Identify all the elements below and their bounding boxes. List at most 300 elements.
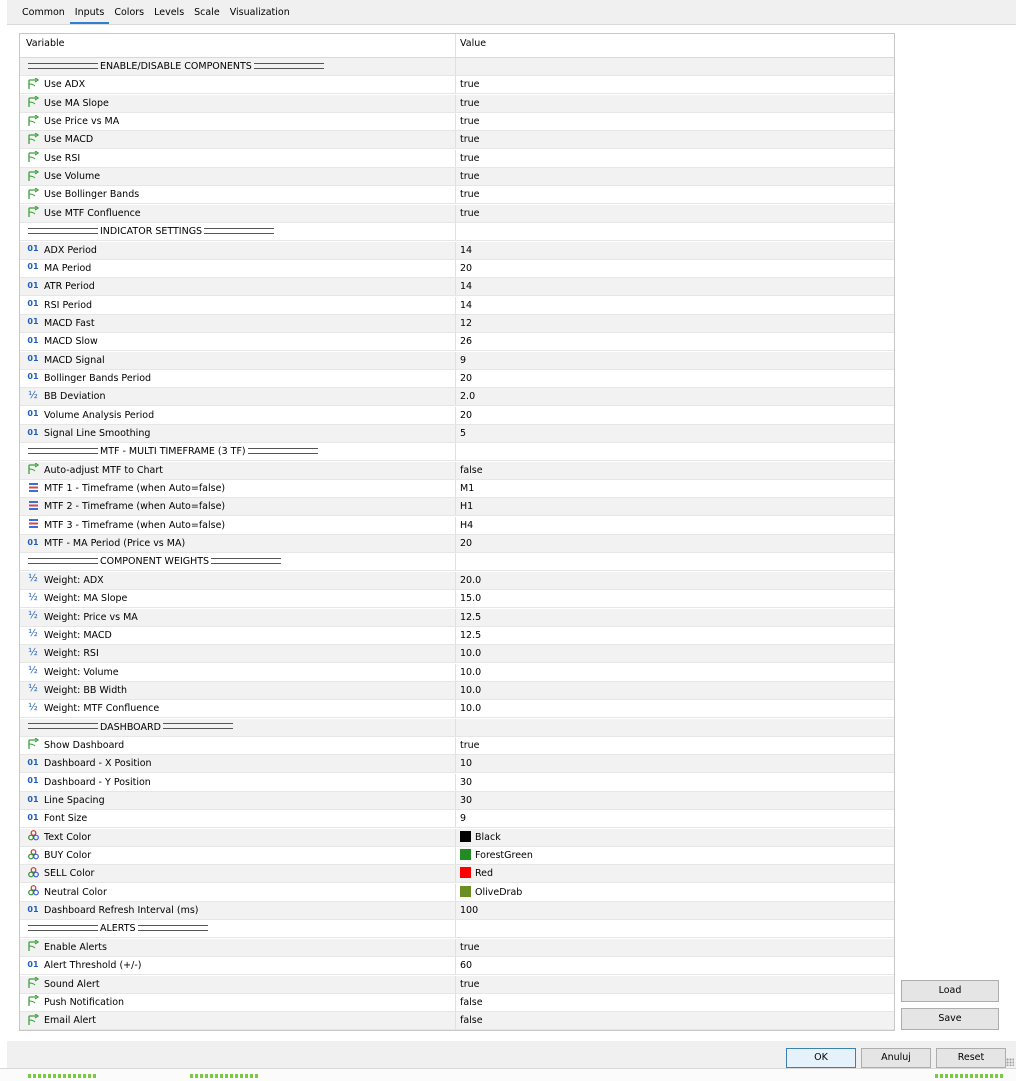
bool-arrow-icon: [26, 78, 40, 90]
input-row[interactable]: [20, 939, 894, 957]
value-cell[interactable]: [457, 572, 895, 589]
variable-label: MACD Fast: [44, 317, 95, 329]
value-text[interactable]: 14: [460, 244, 473, 256]
reset-button[interactable]: Reset: [936, 1048, 1006, 1068]
value-text[interactable]: 10: [460, 758, 473, 770]
value-text[interactable]: 30: [460, 795, 473, 806]
value-text[interactable]: true: [460, 207, 480, 219]
variable-label: Enable Alerts: [44, 941, 107, 953]
input-row[interactable]: [20, 333, 894, 351]
value-text[interactable]: 100: [460, 905, 479, 917]
bool-arrow-icon: [26, 115, 40, 127]
variable-label: MTF - MA Period (Price vs MA): [44, 538, 186, 550]
double-type-icon: ½: [28, 683, 38, 695]
value-cell[interactable]: [457, 994, 895, 1011]
variable-label: Dashboard Refresh Interval (ms): [44, 905, 199, 917]
input-row[interactable]: [20, 792, 894, 810]
value-cell[interactable]: [457, 388, 895, 405]
int-type-icon: 01: [27, 262, 39, 272]
value-cell[interactable]: [457, 664, 895, 681]
separator-line: [138, 925, 208, 931]
int-type-icon: 01: [27, 317, 39, 327]
variable-label: MACD Signal: [44, 354, 105, 366]
value-text[interactable]: 20.0: [460, 574, 482, 586]
input-row[interactable]: [20, 609, 894, 627]
input-row[interactable]: [20, 388, 894, 406]
variable-cell: [20, 260, 456, 277]
color-palette-icon: [26, 849, 40, 861]
value-cell: [457, 443, 895, 460]
variable-label: Use RSI: [44, 152, 81, 164]
variable-label: Use MACD: [44, 134, 94, 146]
input-row[interactable]: [20, 242, 894, 260]
value-text[interactable]: true: [460, 941, 480, 953]
value-cell[interactable]: [457, 609, 895, 626]
indicator-properties-dialog: [7, 0, 1016, 1068]
variable-label: Alert Threshold (+/-): [44, 960, 142, 972]
value-text[interactable]: M1: [460, 483, 475, 495]
bool-arrow-icon: [26, 977, 40, 989]
int-type-icon: 01: [27, 409, 39, 419]
input-row[interactable]: [20, 517, 894, 535]
double-type-icon: ½: [28, 610, 38, 621]
inputs-grid: [19, 33, 895, 1031]
value-text[interactable]: 10.0: [460, 648, 482, 660]
value-text[interactable]: 5: [460, 428, 467, 439]
variable-cell: [20, 645, 456, 662]
value-text[interactable]: false: [460, 464, 483, 476]
color-swatch[interactable]: [460, 867, 471, 878]
variable-label: Line Spacing: [44, 795, 105, 806]
value-cell[interactable]: [457, 774, 895, 791]
variable-cell: [20, 774, 456, 791]
grid-header: [20, 34, 894, 58]
variable-cell: [20, 278, 456, 295]
section-label: DASHBOARD: [100, 721, 161, 733]
variable-label: Dashboard - Y Position: [44, 776, 151, 788]
value-text[interactable]: 9: [460, 813, 467, 825]
value-cell: [457, 920, 895, 937]
input-row[interactable]: [20, 370, 894, 388]
value-text[interactable]: 2.0: [460, 391, 476, 403]
int-type-icon: 01: [27, 299, 39, 309]
resize-grip-icon[interactable]: [1006, 1058, 1014, 1066]
color-swatch[interactable]: [460, 849, 471, 860]
input-row[interactable]: [20, 976, 894, 994]
color-swatch[interactable]: [460, 886, 471, 897]
variable-cell: [20, 682, 456, 699]
variable-cell: [20, 315, 456, 332]
value-text[interactable]: H1: [460, 501, 474, 513]
bool-arrow-icon: [26, 96, 40, 108]
input-row[interactable]: [20, 260, 894, 278]
section-separator-row[interactable]: [20, 223, 894, 241]
tab-scale[interactable]: Scale: [194, 7, 220, 18]
value-cell[interactable]: [457, 1012, 895, 1029]
variable-label: Use Volume: [44, 171, 101, 183]
bool-arrow-icon: [26, 738, 40, 750]
value-text[interactable]: ForestGreen: [475, 850, 533, 862]
variable-cell: [20, 920, 456, 937]
value-cell[interactable]: [457, 755, 895, 772]
variable-cell: [20, 498, 456, 515]
variable-label: Font Size: [44, 813, 88, 825]
value-text[interactable]: 9: [460, 354, 467, 366]
column-header-variable[interactable]: Variable: [20, 34, 456, 57]
value-text[interactable]: 12.5: [460, 611, 482, 623]
value-text[interactable]: Red: [475, 868, 494, 880]
value-cell[interactable]: [457, 535, 895, 552]
input-row[interactable]: [20, 957, 894, 975]
value-cell[interactable]: [457, 590, 895, 607]
input-row[interactable]: [20, 902, 894, 920]
variable-cell: [20, 994, 456, 1011]
variable-label: ATR Period: [44, 281, 95, 293]
value-cell[interactable]: [457, 480, 895, 497]
value-cell[interactable]: [457, 95, 895, 112]
value-cell[interactable]: [457, 150, 895, 167]
input-row[interactable]: [20, 865, 894, 883]
input-row[interactable]: [20, 315, 894, 333]
section-label: ALERTS: [100, 923, 136, 935]
input-row[interactable]: [20, 297, 894, 315]
value-text[interactable]: 12: [460, 317, 473, 329]
value-cell[interactable]: [457, 865, 895, 882]
variable-label: Neutral Color: [44, 886, 107, 898]
variable-cell: [20, 517, 456, 534]
input-row[interactable]: [20, 498, 894, 516]
variable-cell: [20, 627, 456, 644]
input-row[interactable]: [20, 700, 894, 718]
variable-label: MTF 2 - Timeframe (when Auto=false): [44, 501, 226, 513]
variable-cell: [20, 388, 456, 405]
bool-arrow-icon: [26, 995, 40, 1007]
input-row[interactable]: [20, 755, 894, 773]
inputs-tab-panel: [7, 24, 1016, 1041]
value-text[interactable]: true: [460, 171, 480, 183]
input-row[interactable]: [20, 205, 894, 223]
value-text[interactable]: 15.0: [460, 593, 482, 605]
load-button[interactable]: Load: [901, 980, 999, 1002]
variable-cell: [20, 664, 456, 681]
background-indicator-dots: [935, 1074, 1005, 1078]
value-text[interactable]: true: [460, 116, 480, 128]
value-cell[interactable]: [457, 260, 895, 277]
value-cell[interactable]: [457, 76, 895, 93]
value-text[interactable]: true: [460, 134, 480, 146]
value-cell[interactable]: [457, 407, 895, 424]
variable-cell: [20, 150, 456, 167]
int-type-icon: 01: [27, 335, 39, 345]
input-row[interactable]: [20, 150, 894, 168]
input-row[interactable]: [20, 76, 894, 94]
separator-line: [28, 558, 98, 564]
value-text[interactable]: 14: [460, 299, 473, 311]
value-text[interactable]: 26: [460, 336, 473, 348]
value-cell[interactable]: [457, 700, 895, 717]
separator-line: [254, 63, 324, 69]
variable-label: Email Alert: [44, 1015, 96, 1027]
background-chart-bottom: [0, 1068, 1016, 1081]
double-type-icon: ½: [28, 573, 38, 585]
int-type-icon: 01: [27, 354, 39, 364]
value-text[interactable]: 20: [460, 538, 473, 550]
variable-cell: [20, 223, 456, 240]
input-row[interactable]: [20, 535, 894, 553]
value-cell[interactable]: [457, 847, 895, 864]
double-type-icon: ½: [28, 389, 38, 401]
input-row[interactable]: [20, 737, 894, 755]
tab-bar: [17, 4, 295, 24]
input-row[interactable]: [20, 645, 894, 663]
input-row[interactable]: [20, 95, 894, 113]
variable-label: MACD Slow: [44, 336, 98, 348]
variable-cell: [20, 186, 456, 203]
variable-cell: [20, 792, 456, 809]
enum-list-icon: [26, 500, 40, 512]
input-row[interactable]: [20, 186, 894, 204]
variable-label: MA Period: [44, 262, 92, 274]
variable-cell: [20, 370, 456, 387]
tab-inputs[interactable]: Inputs: [70, 4, 110, 24]
value-text[interactable]: true: [460, 189, 480, 201]
section-label: MTF - MULTI TIMEFRAME (3 TF): [100, 446, 246, 458]
tab-colors[interactable]: Colors: [114, 7, 145, 18]
value-cell[interactable]: [457, 792, 895, 809]
value-cell[interactable]: [457, 645, 895, 662]
value-text[interactable]: 14: [460, 281, 473, 293]
value-cell[interactable]: [457, 278, 895, 295]
bool-arrow-icon: [26, 170, 40, 182]
tab-common[interactable]: Common: [22, 7, 65, 18]
value-cell: [457, 58, 895, 75]
value-text[interactable]: 20: [460, 262, 473, 274]
variable-cell: [20, 76, 456, 93]
section-separator-row[interactable]: [20, 719, 894, 737]
color-swatch[interactable]: [460, 831, 471, 842]
input-row[interactable]: [20, 572, 894, 590]
value-cell[interactable]: [457, 498, 895, 515]
value-cell[interactable]: [457, 902, 895, 919]
variable-label: SELL Color: [44, 868, 95, 880]
value-text[interactable]: 10.0: [460, 666, 482, 678]
separator-line: [28, 448, 98, 454]
variable-cell: [20, 407, 456, 424]
value-text[interactable]: Black: [475, 831, 501, 843]
input-row[interactable]: [20, 664, 894, 682]
input-row[interactable]: [20, 627, 894, 645]
separator-line: [211, 558, 281, 564]
value-cell[interactable]: [457, 333, 895, 350]
input-row[interactable]: [20, 352, 894, 370]
value-text[interactable]: 10.0: [460, 684, 482, 696]
value-cell[interactable]: [457, 884, 895, 901]
input-row[interactable]: [20, 480, 894, 498]
input-row[interactable]: [20, 1012, 894, 1030]
variable-label: Use ADX: [44, 79, 86, 91]
enum-list-icon: [26, 482, 40, 494]
variable-label: Use Bollinger Bands: [44, 189, 140, 201]
variable-label: Text Color: [44, 831, 92, 843]
separator-line: [163, 723, 233, 729]
value-text[interactable]: 12.5: [460, 629, 482, 641]
value-cell[interactable]: [457, 829, 895, 846]
cancel-button[interactable]: Anuluj: [861, 1048, 931, 1068]
double-type-icon: ½: [28, 646, 38, 658]
variable-label: Weight: Volume: [44, 666, 119, 678]
variable-cell: [20, 1012, 456, 1029]
value-cell[interactable]: [457, 737, 895, 754]
input-row[interactable]: [20, 774, 894, 792]
value-cell[interactable]: [457, 462, 895, 479]
value-text[interactable]: false: [460, 996, 483, 1008]
value-text[interactable]: true: [460, 79, 480, 91]
value-text[interactable]: 10.0: [460, 703, 482, 715]
input-row[interactable]: [20, 462, 894, 480]
variable-cell: [20, 58, 456, 75]
variable-cell: [20, 443, 456, 460]
variable-label: Auto-adjust MTF to Chart: [44, 464, 164, 476]
value-text[interactable]: false: [460, 1015, 483, 1027]
value-cell[interactable]: [457, 627, 895, 644]
input-row[interactable]: [20, 884, 894, 902]
ok-button[interactable]: OK: [786, 1048, 856, 1068]
double-type-icon: ½: [28, 591, 38, 603]
value-text[interactable]: 20: [460, 409, 473, 421]
variable-label: Weight: MACD: [44, 629, 112, 641]
value-cell: [457, 553, 895, 570]
double-type-icon: ½: [28, 628, 38, 640]
variable-label: Weight: RSI: [44, 648, 99, 660]
variable-label: ADX Period: [44, 244, 97, 256]
bool-arrow-icon: [26, 133, 40, 145]
separator-line: [28, 228, 98, 234]
value-cell[interactable]: [457, 131, 895, 148]
variable-label: Push Notification: [44, 996, 125, 1008]
variable-cell: [20, 113, 456, 130]
save-button[interactable]: Save: [901, 1008, 999, 1030]
value-text[interactable]: OliveDrab: [475, 886, 523, 898]
separator-line: [28, 63, 98, 69]
variable-label: Use MA Slope: [44, 97, 109, 109]
variable-cell: [20, 609, 456, 626]
variable-cell: [20, 939, 456, 956]
variable-cell: [20, 810, 456, 827]
separator-line: [28, 723, 98, 729]
section-separator-row[interactable]: [20, 443, 894, 461]
value-cell[interactable]: [457, 315, 895, 332]
variable-label: Dashboard - X Position: [44, 758, 152, 770]
variable-cell: [20, 205, 456, 222]
value-cell[interactable]: [457, 352, 895, 369]
variable-cell: [20, 131, 456, 148]
bool-arrow-icon: [26, 463, 40, 475]
section-separator-row[interactable]: [20, 920, 894, 938]
value-cell[interactable]: [457, 682, 895, 699]
input-row[interactable]: [20, 168, 894, 186]
variable-label: MTF 1 - Timeframe (when Auto=false): [44, 483, 226, 495]
input-row[interactable]: [20, 847, 894, 865]
variable-cell: [20, 590, 456, 607]
variable-cell: [20, 865, 456, 882]
value-cell[interactable]: [457, 168, 895, 185]
variable-label: BB Deviation: [44, 391, 106, 403]
input-row[interactable]: [20, 131, 894, 149]
section-separator-row[interactable]: [20, 553, 894, 571]
variable-label: MTF 3 - Timeframe (when Auto=false): [44, 519, 226, 531]
value-cell[interactable]: [457, 976, 895, 993]
value-cell[interactable]: [457, 205, 895, 222]
input-row[interactable]: [20, 810, 894, 828]
tab-visualization[interactable]: Visualization: [229, 7, 290, 18]
value-cell[interactable]: [457, 297, 895, 314]
column-header-value[interactable]: Value: [460, 38, 487, 49]
value-text[interactable]: 20: [460, 372, 473, 384]
value-cell[interactable]: [457, 242, 895, 259]
int-type-icon: 01: [27, 280, 39, 290]
variable-label: RSI Period: [44, 299, 93, 311]
value-cell[interactable]: [457, 113, 895, 130]
variable-cell: [20, 902, 456, 919]
variable-cell: [20, 480, 456, 497]
color-palette-icon: [26, 885, 40, 897]
variable-label: Weight: MA Slope: [44, 593, 128, 605]
value-cell[interactable]: [457, 957, 895, 974]
variable-cell: [20, 333, 456, 350]
bool-arrow-icon: [26, 940, 40, 952]
variable-label: BUY Color: [44, 850, 92, 862]
input-row[interactable]: [20, 425, 894, 443]
variable-cell: [20, 95, 456, 112]
variable-cell: [20, 297, 456, 314]
section-separator-row[interactable]: [20, 58, 894, 76]
value-cell[interactable]: [457, 810, 895, 827]
value-cell[interactable]: [457, 425, 895, 442]
variable-cell: [20, 425, 456, 442]
value-text[interactable]: true: [460, 978, 480, 990]
section-label: COMPONENT WEIGHTS: [100, 556, 210, 568]
input-row[interactable]: [20, 278, 894, 296]
value-text[interactable]: H4: [460, 519, 474, 531]
input-row[interactable]: [20, 113, 894, 131]
value-text[interactable]: 60: [460, 960, 473, 972]
tab-levels[interactable]: Levels: [154, 7, 185, 18]
value-text[interactable]: 30: [460, 776, 473, 788]
input-row[interactable]: [20, 590, 894, 608]
section-label: ENABLE/DISABLE COMPONENTS: [100, 61, 252, 72]
value-cell[interactable]: [457, 517, 895, 534]
variable-cell: [20, 168, 456, 185]
variable-cell: [20, 829, 456, 846]
value-text[interactable]: true: [460, 739, 480, 751]
variable-label: Weight: ADX: [44, 574, 104, 586]
bool-arrow-icon: [26, 188, 40, 200]
color-palette-icon: [26, 830, 40, 842]
value-cell[interactable]: [457, 370, 895, 387]
value-cell[interactable]: [457, 186, 895, 203]
input-row[interactable]: [20, 407, 894, 425]
variable-cell: [20, 553, 456, 570]
variable-cell: [20, 976, 456, 993]
value-cell[interactable]: [457, 939, 895, 956]
variable-label: Weight: BB Width: [44, 684, 127, 696]
value-text[interactable]: true: [460, 97, 480, 109]
input-row[interactable]: [20, 682, 894, 700]
input-row[interactable]: [20, 994, 894, 1012]
double-type-icon: ½: [28, 701, 38, 713]
input-row[interactable]: [20, 829, 894, 847]
value-text[interactable]: true: [460, 152, 480, 164]
